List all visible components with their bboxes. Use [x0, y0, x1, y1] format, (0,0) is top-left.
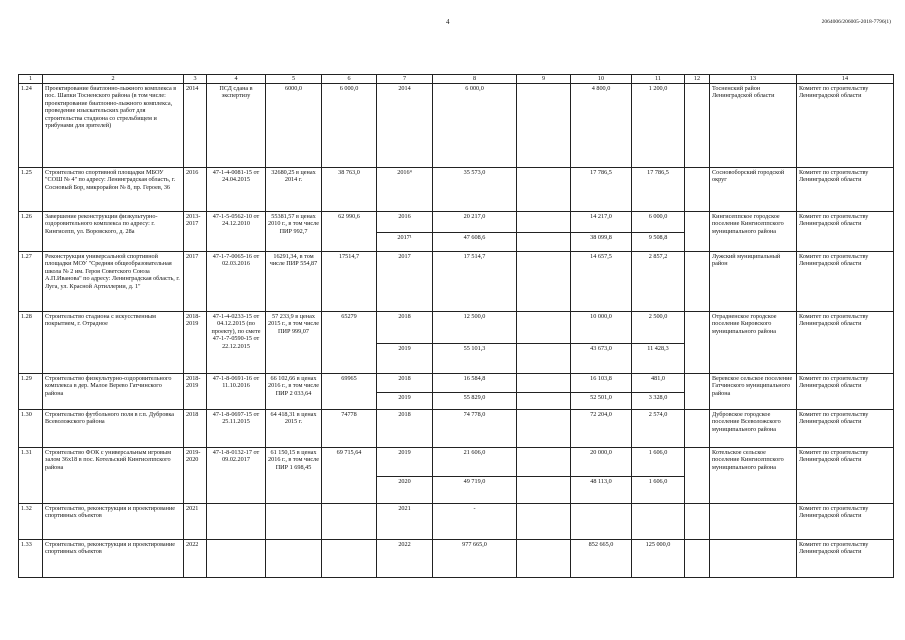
total-cost-cell — [322, 540, 377, 578]
amount-cell: 49 719,0 — [433, 477, 517, 504]
empty-cell — [517, 344, 571, 374]
empty-cell — [517, 393, 571, 410]
header-cell: 5 — [266, 75, 322, 84]
total-cost-cell: 17514,7 — [322, 252, 377, 312]
amount-cell: 47 608,6 — [433, 233, 517, 252]
table-row — [19, 374, 894, 393]
period-cell: 2018-2019 — [184, 312, 207, 374]
year-cell: 2018 — [377, 312, 433, 344]
regional-budget-cell: 20 000,0 — [571, 448, 632, 477]
period-cell: 2018 — [184, 410, 207, 448]
year-cell: 2014 — [377, 84, 433, 168]
local-budget-cell: 481,0 — [632, 374, 685, 393]
total-cost-cell: 69965 — [322, 374, 377, 410]
empty-cell — [685, 374, 710, 410]
year-cell: 2022 — [377, 540, 433, 578]
municipality-cell: Веревское сельское поселение Гатчинского муниципального района — [710, 374, 797, 410]
municipality-cell: Отрадненское городское поселение Кировского муниципального района — [710, 312, 797, 374]
header-cell: 14 — [797, 75, 894, 84]
empty-cell — [685, 84, 710, 168]
object-name-cell: Строительство ФОК с универсальным игровым залом 36х18 в пос. Котельский Кингисеппского района — [43, 448, 184, 504]
municipality-cell: Кингисеппское городское поселение Кингисеппского муниципального района — [710, 212, 797, 252]
estimated-cost-cell: 6000,0 — [266, 84, 322, 168]
table-row — [19, 252, 894, 312]
municipality-cell: Дубровское городское поселение Всеволожского муниципального района — [710, 410, 797, 448]
approval-doc-cell: 47-1-8-0132-17 от 09.02.2017 — [207, 448, 266, 504]
table-row — [19, 540, 894, 578]
row-number-cell: 1.29 — [19, 374, 43, 410]
regional-budget-cell: 14 217,0 — [571, 212, 632, 233]
estimated-cost-cell: 32680,25 в ценах 2014 г. — [266, 168, 322, 212]
table-row — [19, 410, 894, 448]
header-cell: 8 — [433, 75, 517, 84]
table-row — [19, 168, 894, 212]
estimated-cost-cell: 16291,34, в том числе ПИР 554,87 — [266, 252, 322, 312]
table-row — [19, 312, 894, 344]
empty-cell — [517, 312, 571, 344]
approval-doc-cell: ПСД сдана в экспертизу — [207, 84, 266, 168]
empty-cell — [685, 212, 710, 252]
estimated-cost-cell: 64 418,31 в ценах 2015 г. — [266, 410, 322, 448]
empty-cell — [517, 374, 571, 393]
object-name-cell: Реконструкция универсальной спортивной площадки МОУ "Средняя общеобразовательная школа № 2 им. Героя Советского Союза А.П.Иванова" по адресу: Ленинградская область, г. Луга, ул. Красной Артиллерии, д. 1" — [43, 252, 184, 312]
approval-doc-cell — [207, 540, 266, 578]
amount-cell: 6 000,0 — [433, 84, 517, 168]
empty-cell — [685, 312, 710, 374]
empty-cell — [517, 448, 571, 477]
header-cell: 11 — [632, 75, 685, 84]
regional-budget-cell: 16 103,8 — [571, 374, 632, 393]
local-budget-cell: 2 857,2 — [632, 252, 685, 312]
construction-objects-table — [18, 74, 894, 578]
approval-doc-cell: 47-1-5-0562-10 от 24.12.2010 — [207, 212, 266, 252]
approval-doc-cell: 47-1-8-0697-15 от 25.11.2015 — [207, 410, 266, 448]
row-number-cell: 1.24 — [19, 84, 43, 168]
empty-cell — [685, 540, 710, 578]
year-cell: 2020 — [377, 477, 433, 504]
period-cell: 2019-2020 — [184, 448, 207, 504]
year-cell: 2017 — [377, 252, 433, 312]
empty-cell — [685, 252, 710, 312]
responsible-cell: Комитет по строительству Ленинградской области — [797, 168, 894, 212]
local-budget-cell: 17 786,5 — [632, 168, 685, 212]
estimated-cost-cell: 61 150,15 в ценах 2016 г., в том числе ПИР 1 698,45 — [266, 448, 322, 504]
local-budget-cell — [632, 504, 685, 540]
amount-cell: 74 778,0 — [433, 410, 517, 448]
local-budget-cell: 2 574,0 — [632, 410, 685, 448]
amount-cell: 35 573,0 — [433, 168, 517, 212]
approval-doc-cell: 47-1-4-0233-15 от 04.12.2015 (по проекту), по смете 47-1-7-0590-15 от 22.12.2015 — [207, 312, 266, 374]
empty-cell — [685, 168, 710, 212]
year-cell: 2021 — [377, 504, 433, 540]
regional-budget-cell: 14 657,5 — [571, 252, 632, 312]
responsible-cell: Комитет по строительству Ленинградской области — [797, 252, 894, 312]
regional-budget-cell: 52 501,0 — [571, 393, 632, 410]
row-number-cell: 1.25 — [19, 168, 43, 212]
regional-budget-cell: 17 786,5 — [571, 168, 632, 212]
empty-cell — [685, 504, 710, 540]
regional-budget-cell: 43 673,0 — [571, 344, 632, 374]
header-cell: 12 — [685, 75, 710, 84]
local-budget-cell: 11 428,3 — [632, 344, 685, 374]
object-name-cell: Строительство, реконструкция и проектирование спортивных объектов — [43, 504, 184, 540]
object-name-cell: Строительство, реконструкция и проектирование спортивных объектов — [43, 540, 184, 578]
header-cell: 13 — [710, 75, 797, 84]
regional-budget-cell: 10 000,0 — [571, 312, 632, 344]
empty-cell — [517, 212, 571, 233]
municipality-cell — [710, 540, 797, 578]
table-row — [19, 84, 894, 168]
object-name-cell: Завершение реконструкции физкультурно-оздоровительного комплекса по адресу: г. Кингисепп, ул. Воровского, д. 28а — [43, 212, 184, 252]
empty-cell — [517, 504, 571, 540]
total-cost-cell: 38 763,0 — [322, 168, 377, 212]
header-cell: 3 — [184, 75, 207, 84]
row-number-cell: 1.31 — [19, 448, 43, 504]
empty-cell — [685, 448, 710, 504]
header-cell: 2 — [43, 75, 184, 84]
table-row — [19, 448, 894, 477]
total-cost-cell: 74778 — [322, 410, 377, 448]
local-budget-cell: 1 606,0 — [632, 477, 685, 504]
year-cell: 2017¹ — [377, 233, 433, 252]
total-cost-cell — [322, 504, 377, 540]
amount-cell: 55 101,3 — [433, 344, 517, 374]
row-number-cell: 1.30 — [19, 410, 43, 448]
responsible-cell: Комитет по строительству Ленинградской области — [797, 540, 894, 578]
approval-doc-cell — [207, 504, 266, 540]
period-cell: 2014 — [184, 84, 207, 168]
header-cell: 7 — [377, 75, 433, 84]
header-cell: 1 — [19, 75, 43, 84]
municipality-cell: Котельское сельское поселение Кингисеппского муниципального района — [710, 448, 797, 504]
regional-budget-cell: 4 800,0 — [571, 84, 632, 168]
period-cell: 2021 — [184, 504, 207, 540]
empty-cell — [685, 410, 710, 448]
regional-budget-cell: 72 204,0 — [571, 410, 632, 448]
approval-doc-cell: 47-1-4-0081-15 от 24.04.2015 — [207, 168, 266, 212]
row-number-cell: 1.33 — [19, 540, 43, 578]
object-name-cell: Строительство футбольного поля в г.п. Дубровка Всеволожского района — [43, 410, 184, 448]
estimated-cost-cell — [266, 540, 322, 578]
empty-cell — [517, 168, 571, 212]
estimated-cost-cell — [266, 504, 322, 540]
municipality-cell: Тосненский район Ленинградской области — [710, 84, 797, 168]
estimated-cost-cell: 57 233,9 в ценах 2015 г., в том числе ПИР 999,07 — [266, 312, 322, 374]
year-cell: 2019 — [377, 448, 433, 477]
year-cell: 2018 — [377, 374, 433, 393]
regional-budget-cell — [571, 504, 632, 540]
regional-budget-cell: 852 665,0 — [571, 540, 632, 578]
amount-cell: - — [433, 504, 517, 540]
empty-cell — [517, 84, 571, 168]
regional-budget-cell: 38 099,8 — [571, 233, 632, 252]
amount-cell: 17 514,7 — [433, 252, 517, 312]
amount-cell: 16 584,8 — [433, 374, 517, 393]
object-name-cell: Строительство стадиона с искусственным покрытием, г. Отрадное — [43, 312, 184, 374]
local-budget-cell: 6 000,0 — [632, 212, 685, 233]
year-cell: 2019 — [377, 393, 433, 410]
estimated-cost-cell: 66 102,66 в ценах 2016 г., в том числе ПИР 2 033,64 — [266, 374, 322, 410]
approval-doc-cell: 47-1-8-0691-16 от 11.10.2016 — [207, 374, 266, 410]
total-cost-cell: 65279 — [322, 312, 377, 374]
amount-cell: 55 829,0 — [433, 393, 517, 410]
year-cell: 2018 — [377, 410, 433, 448]
object-name-cell: Строительство спортивной площадки МБОУ "СОШ № 4" по адресу: Ленинградская область, г. Сосновый Бор, микрорайон № 8, пр. Героев, 36 — [43, 168, 184, 212]
header-cell: 6 — [322, 75, 377, 84]
header-row — [19, 75, 894, 84]
object-name-cell: Строительство физкультурно-оздоровительного комплекса в дер. Малое Верево Гатчинского района — [43, 374, 184, 410]
object-name-cell: Проектирование биатлонно-лыжного комплекса в пос. Шапки Тосненского района (в том числе: проектирование биатлонно-лыжного комплекса, проведение изыскательских работ для строительства стадиона со стрельбищем и трибунами для зрителей) — [43, 84, 184, 168]
table-row — [19, 212, 894, 233]
period-cell: 2016 — [184, 168, 207, 212]
local-budget-cell: 125 000,0 — [632, 540, 685, 578]
row-number-cell: 1.26 — [19, 212, 43, 252]
row-number-cell: 1.32 — [19, 504, 43, 540]
header-cell: 9 — [517, 75, 571, 84]
responsible-cell: Комитет по строительству Ленинградской области — [797, 374, 894, 410]
period-cell: 2018-2019 — [184, 374, 207, 410]
page-number: 4 — [446, 18, 450, 26]
local-budget-cell: 1 606,0 — [632, 448, 685, 477]
local-budget-cell: 3 328,0 — [632, 393, 685, 410]
amount-cell: 20 217,0 — [433, 212, 517, 233]
amount-cell: 12 500,0 — [433, 312, 517, 344]
period-cell: 2022 — [184, 540, 207, 578]
approval-doc-cell: 47-1-7-0065-16 от 02.03.2016 — [207, 252, 266, 312]
header-cell: 10 — [571, 75, 632, 84]
row-number-cell: 1.28 — [19, 312, 43, 374]
local-budget-cell: 2 500,0 — [632, 312, 685, 344]
responsible-cell: Комитет по строительству Ленинградской области — [797, 448, 894, 504]
local-budget-cell: 1 200,0 — [632, 84, 685, 168]
municipality-cell: Сосновоборский городской округ — [710, 168, 797, 212]
estimated-cost-cell: 55381,57 в ценах 2010 г., в том числе ПИР 992,7 — [266, 212, 322, 252]
table-row — [19, 504, 894, 540]
total-cost-cell: 69 715,64 — [322, 448, 377, 504]
total-cost-cell: 62 990,6 — [322, 212, 377, 252]
empty-cell — [517, 233, 571, 252]
municipality-cell: Лужский муниципальный район — [710, 252, 797, 312]
municipality-cell — [710, 504, 797, 540]
amount-cell: 21 606,0 — [433, 448, 517, 477]
year-cell: 2016 — [377, 212, 433, 233]
responsible-cell: Комитет по строительству Ленинградской области — [797, 84, 894, 168]
amount-cell: 977 665,0 — [433, 540, 517, 578]
row-number-cell: 1.27 — [19, 252, 43, 312]
responsible-cell: Комитет по строительству Ленинградской области — [797, 312, 894, 374]
empty-cell — [517, 252, 571, 312]
empty-cell — [517, 410, 571, 448]
period-cell: 2013-2017 — [184, 212, 207, 252]
period-cell: 2017 — [184, 252, 207, 312]
empty-cell — [517, 477, 571, 504]
local-budget-cell: 9 508,8 — [632, 233, 685, 252]
header-cell: 4 — [207, 75, 266, 84]
year-cell: 2019 — [377, 344, 433, 374]
regional-budget-cell: 48 113,0 — [571, 477, 632, 504]
total-cost-cell: 6 000,0 — [322, 84, 377, 168]
document-reference: 2064006/206005-2018-7796(1) — [821, 19, 891, 25]
responsible-cell: Комитет по строительству Ленинградской области — [797, 410, 894, 448]
empty-cell — [517, 540, 571, 578]
responsible-cell: Комитет по строительству Ленинградской области — [797, 212, 894, 252]
year-cell: 2016⁴ — [377, 168, 433, 212]
responsible-cell: Комитет по строительству Ленинградской области — [797, 504, 894, 540]
